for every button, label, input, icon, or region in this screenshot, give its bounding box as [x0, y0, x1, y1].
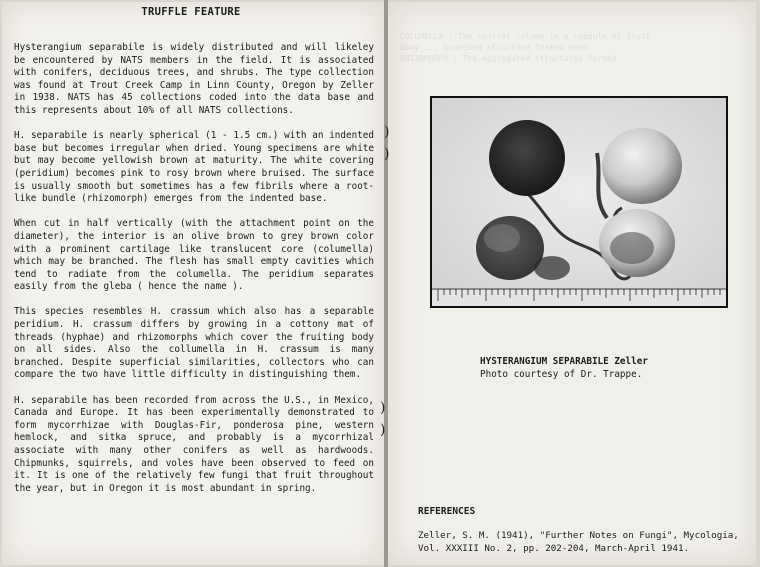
specimen-photo: [430, 96, 728, 308]
caption-species-name: HYSTERANGIUM SEPARABILE Zeller: [480, 356, 648, 367]
references-heading: REFERENCES: [418, 506, 476, 517]
reference-entry: Zeller, S. M. (1941), "Further Notes on Fungi", Mycologia, Vol. XXXIII No. 2, pp. 202-204, March-April 1941.: [418, 530, 739, 554]
paragraph-intro: Hysterangium separabile is widely distributed and will likeley be encountered by NATS members in the field. It is associated with conifers, deciduous trees, and shrubs. The type collection was found at Trout Creek Camp in Linn County, Oregon by Zeller in 1938. NATS has 45 collections coded into the data base and this represents about 10% of all NATS collections.: [14, 42, 374, 116]
photo-caption: [480, 356, 740, 381]
binding-mark: ): [380, 400, 386, 416]
binding-mark: ): [384, 146, 390, 162]
feature-title: TRUFFLE FEATURE: [141, 6, 241, 18]
caption-credit: Photo courtesy of Dr. Trappe.: [480, 368, 643, 380]
paragraph-interior: When cut in half vertically (with the attachment point on the diameter), the interior is an olive brown to grey brown color with a prominent cartilage like translucent core (columella) which may be branched. The flesh has small empty cavities which tend to radiate from the columella. The peridium separates easily from the gleba ( hence the name ).: [14, 218, 374, 293]
paragraph-distribution: H. separabile has been recorded from across the U.S., in Mexico, Canada and Europe. It has been experimentally demonstrated to form mycorrhizae with Douglas-Fir, ponderosa pine, western hemlock, and sitka spruce, and probably is a mycorrhizal associate with many other conifers as well as hardwoods. Chipmunks, squirrels, and voles have been observed to feed on it. It is one of the relatively few fungi that fruit throughout the year, but in Oregon it is most abundant in spring.: [14, 394, 374, 494]
truffle-photograph: [432, 98, 726, 306]
paragraph-comparison: This species resembles H. crassum which also has a separable peridium. H. crassum differs by growing in a cottony mat of threads (hyphae) and rhizomorphs which cover the fruiting body on all sides. Also the collumella in H. crassum is many branched. Despite superficial similarities, collectors who can compare the two have little difficulty in distinguishing them.: [14, 306, 374, 381]
paragraph-description: H. separabile is nearly spherical (1 - 1.5 cm.) with an indented base but becomes irregular when dried. Young specimens are white but may become yellowish brown at maturity. The white covering (peridium) becomes pink to rosy brown where bruised. The surface is usually smooth but sometimes has a few fibrils where a root-like bundle (rhizomorph) emerges from the indented base.: [14, 130, 374, 205]
binding-mark: ): [380, 422, 386, 438]
article-body: [14, 42, 374, 508]
binding-mark: ): [384, 124, 390, 140]
page-gutter: [384, 0, 388, 567]
